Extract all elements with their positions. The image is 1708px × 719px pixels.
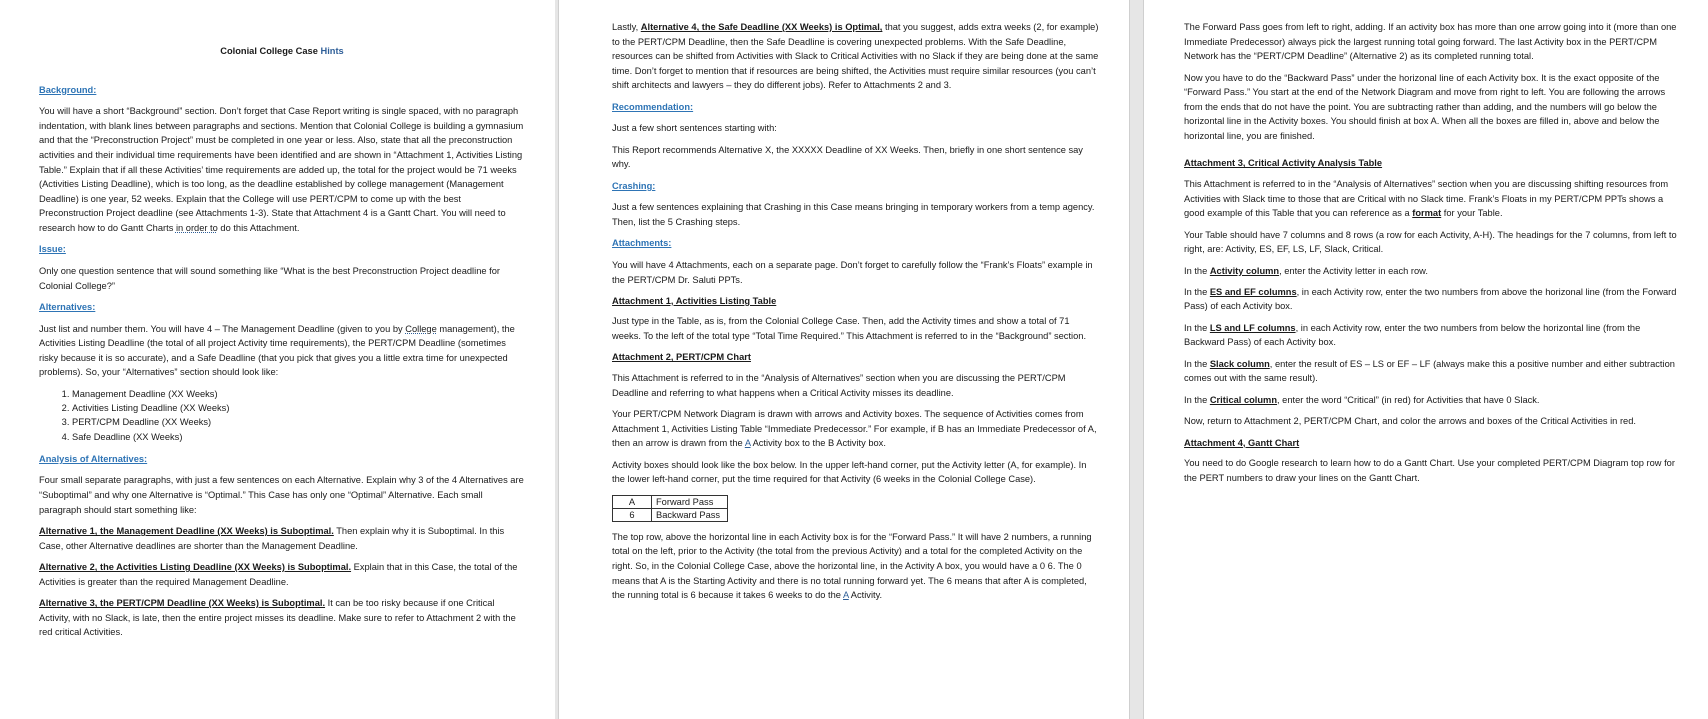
att2-text2-A: A: [744, 438, 751, 449]
lslf-col: LS and LF columns: [1209, 322, 1296, 333]
activity-pre: In the: [1184, 265, 1210, 276]
recommendation-heading: Recommendation:: [612, 101, 694, 112]
list-item: 1. Management Deadline (XX Weeks): [72, 387, 525, 401]
alt1-bold: Alternative 1, the Management Deadline (XX Weeks) is Suboptimal.: [39, 526, 334, 537]
attachment-3-paragraph-1: [1184, 177, 1678, 221]
table-row: [613, 508, 728, 521]
att3-p1b: for your Table.: [1441, 208, 1503, 219]
alt2-text: Explain that in this Case, the total of the Activities is greater than the required Management Deadline.: [39, 562, 518, 587]
crashing-heading: Crashing:: [612, 180, 656, 191]
attachment-3-paragraph-2: Your Table should have 7 columns and 8 rows (a row for each Activity, A-H). The headings for the 7 columns, from left to right, are: Activity, ES, EF, LS, LF, Slack, Critical.: [1184, 229, 1677, 255]
box-backward-cell: Backward Pass: [652, 508, 728, 521]
attachment-2-paragraph-3: Activity boxes should look like the box below. In the upper left-hand corner, put the Activity letter (A, for example). In the lower left-hand corner, put the time required for that Activity (6 weeks in the Colonial College Case).: [612, 459, 1087, 485]
alt2-paragraph: [39, 560, 525, 589]
alternatives-paragraph: [39, 322, 525, 380]
alt1-text: Then explain why it is Suboptimal. In this Case, other Alternative deadlines are shorter than the Management Deadline.: [39, 526, 505, 551]
issue-heading: Issue:: [39, 244, 66, 255]
att2-text2b: Activity box to the B Activity box.: [750, 438, 886, 449]
document-title: [39, 44, 525, 59]
title-accent: Hints: [320, 46, 344, 56]
activity-box-example: [612, 495, 728, 522]
issue-paragraph: Only one question sentence that will sound something like “What is the best Preconstruction Project deadline for Colonial College?”: [39, 265, 500, 291]
alternatives-text-b: management), the Activities Listing Deadline (the total of all project Activity time requirements), the PERT/CPM Deadline (sometimes risky because it is so accurate), and a Safe Deadline (that you pick that gives you a little extra time for unexpected problems). So, your “Alternatives” section should look like:: [39, 323, 515, 378]
critical-column-paragraph: [1184, 393, 1678, 408]
recommendation-paragraph-2: This Report recommends Alternative X, the XXXXX Deadline of XX Weeks. Then, briefly in one short sentence say why.: [612, 144, 1083, 170]
document-page-3: [1143, 0, 1708, 719]
attachment-3-heading: Attachment 3, Critical Activity Analysis Table: [1184, 158, 1383, 169]
alt4-bold: Alternative 4, the Safe Deadline (XX Weeks) is Optimal,: [640, 22, 883, 32]
activity-col: Activity column: [1209, 265, 1280, 276]
lslf-pre: In the: [1184, 322, 1210, 333]
background-heading: Background:: [39, 84, 97, 95]
attachment-1-paragraph: Just type in the Table, as is, from the Colonial College Case. Then, add the Activity times and show a total of 71 weeks. To the left of the total type “Total Time Required.” This Attachment is referred to in the “Background” section.: [612, 316, 1087, 342]
alt4-paragraph: [612, 20, 1099, 93]
forward-pass-paragraph: The Forward Pass goes from left to right, adding. If an activity box has more than one arrow going into it (more than one Immediate Predecessor) always pick the largest running total going forward. The last Activity box in the PERT/CPM Network has the “PERT/CPM Deadline” (Alternative 2) as its completed running total.: [1184, 22, 1677, 62]
attachments-heading: Attachments:: [612, 238, 672, 249]
esef-col: ES and EF columns: [1209, 286, 1297, 297]
background-squiggle: in order to: [175, 222, 218, 233]
analysis-paragraph: Four small separate paragraphs, with just a few sentences on each Alternative. Explain why 3 of the 4 Alternatives are “Suboptimal” and why one Alternative is “Optimal.” This Case has only one “Optimal” Alternative. Each small paragraph should start something like:: [39, 475, 524, 515]
att2-text2a: Your PERT/CPM Network Diagram is drawn with arrows and Activity boxes. The sequence of Activities comes from Attachment 1, Activities Listing Table “Immediate Predecessor.” For example, if B has an Immediate Predecessor of A, then an arrow is drawn from the: [612, 409, 1097, 449]
activity-post: , enter the Activity letter in each row.: [1279, 265, 1428, 276]
attachment-4-paragraph: You need to do Google research to learn how to do a Gantt Chart. Use your completed PERT/CPM Diagram top row for the PERT numbers to draw your lines on the Gantt Chart.: [1184, 458, 1675, 483]
alt3-paragraph: [39, 596, 525, 640]
attachment-1-heading: Attachment 1, Activities Listing Table: [612, 295, 777, 306]
backward-pass-paragraph: Now you have to do the “Backward Pass” under the horizonal line of each Activity box. It is the exact opposite of the “Forward Pass.” You start at the end of the Network Diagram and move from right to left. You are following the arrows from the ends that do not have the point. You are subtracting rather than adding, and the numbers will go below the horizontal line in the Activity boxes. You should finish at box A. When all the boxes are filled in, above and below the horizontal line, you are finished.: [1184, 72, 1666, 141]
lslf-column-paragraph: [1184, 321, 1678, 350]
alt1-paragraph: [39, 524, 525, 553]
alt4-text: that you suggest, adds extra weeks (2, for example) to the PERT/CPM Deadline, then the Safe Deadline is covering unexpected problems. With the Safe Deadline, resources can be shifted from Activities with Slack to Critical Activities with no Slack if they are being done at the same time. Don’t forget to mention that if resources are being shifted, the Activities must require similar resources (you can’t shift architects and lawyers – they do different jobs). Refer to Attachments 2 and 3.: [612, 22, 1099, 91]
background-end: do this Attachment.: [220, 222, 300, 233]
critical-post: , enter the word “Critical” (in red) for Activities that have 0 Slack.: [1277, 394, 1540, 405]
attachment-2-paragraph-4: [612, 530, 1099, 603]
box-forward-cell: Forward Pass: [652, 495, 728, 508]
analysis-heading: Analysis of Alternatives:: [39, 453, 148, 464]
list-item: 4. Safe Deadline (XX Weeks): [72, 430, 525, 444]
alternatives-heading: Alternatives:: [39, 301, 96, 312]
crashing-paragraph: Just a few sentences explaining that Crashing in this Case means bringing in temporary workers from a temp agency. Then, list the 5 Crashing steps.: [612, 202, 1095, 227]
alternatives-list: [39, 387, 525, 444]
lslf-post: , in each Activity row, enter the two numbers from below the horizontal line (from the Backward Pass) of each Activity box.: [1184, 322, 1641, 348]
slack-column-paragraph: [1184, 357, 1678, 386]
esef-pre: In the: [1184, 286, 1210, 297]
box-letter-cell: A: [613, 495, 652, 508]
recommendation-paragraph-1: Just a few short sentences starting with:: [612, 123, 777, 134]
esef-post: , in each Activity row, enter the two numbers from above the horizonal line (from the Forward Pass) of each Activity box.: [1184, 286, 1677, 312]
critical-pre: In the: [1184, 394, 1210, 405]
attachment-2-heading: Attachment 2, PERT/CPM Chart: [612, 352, 751, 363]
return-paragraph: Now, return to Attachment 2, PERT/CPM Chart, and color the arrows and boxes of the Critical Activities in red.: [1184, 416, 1636, 427]
alt3-text: It can be too risky because if one Critical Activity, with no Slack, is late, then the entire project misses its deadline. Make sure to refer to Attachment 2 with the red critical Activities.: [39, 598, 516, 638]
box-time-cell: 6: [613, 508, 652, 521]
alternatives-text-a: Just list and number them. You will have 4 – The Management Deadline (given to you by: [39, 323, 403, 334]
attachments-paragraph: You will have 4 Attachments, each on a separate page. Don’t forget to carefully follow the “Frank’s Floats” example in the PERT/CPM Dr. Saluti PPTs.: [612, 259, 1093, 285]
esef-column-paragraph: [1184, 285, 1678, 314]
document-page-2: [558, 0, 1130, 719]
critical-col: Critical column: [1209, 394, 1278, 405]
list-item: 3. PERT/CPM Deadline (XX Weeks): [72, 415, 525, 429]
table-row: [613, 495, 728, 508]
att3-format: format: [1412, 208, 1442, 219]
activity-column-paragraph: [1184, 264, 1678, 279]
slack-post: , enter the result of ES – LS or EF – LF (always make this a positive number and either subtraction comes out with the same result).: [1184, 358, 1675, 384]
document-page-1: [0, 0, 555, 719]
background-paragraph: [39, 104, 525, 235]
attachment-4-heading: Attachment 4, Gantt Chart: [1184, 437, 1300, 448]
att2-text4a: The top row, above the horizontal line in each Activity box is for the “Forward Pass.” It will have 2 numbers, a running total on the left, prior to the Activity (the total from the previous Activity) and a total for the completed Activity on the right. So, in the Colonial College Case, above the horizontal line, in the Activity A box, you would have a 0 6. The 0 means that A is the Starting Activity and there is no total running forward yet. The 6 means that after A is completed, the running total is 6 because it takes 6 weeks to do the: [612, 531, 1092, 601]
attachment-2-paragraph-1: This Attachment is referred to in the “Analysis of Alternatives” section when you are discussing the PERT/CPM Deadline and referring to what happens when a Critical Activity misses its deadline.: [612, 373, 1066, 398]
alt3-bold: Alternative 3, the PERT/CPM Deadline (XX Weeks) is Suboptimal.: [39, 598, 326, 608]
alternatives-college: College: [405, 323, 437, 334]
list-item: 2. Activities Listing Deadline (XX Weeks): [72, 401, 525, 415]
att2-text4b: Activity.: [848, 590, 883, 601]
background-text: You will have a short “Background” section. Don’t forget that Case Report writing is single spaced, with no paragraph indentation, with blank lines between paragraphs and sections. Mention that Colonial College is building a gymnasium and that the “Preconstruction Project” must be completed in one year or less. Also, state that all the preconstruction activities and their individual time requirements have been identified and are shown in “Attachment 1, Activities Listing Table.” Explain that if all these Activities’ time requirements are added up, the total for the project would be 71 weeks (Activities Listing Deadline), which is too long, as the deadline established by college management (Management Deadline) is one year, 52 weeks. Explain that the College will use PERT/CPM to come up with the best Preconstruction Project deadline (see Attachments 1-3). State that Attachment 4 is a Gantt Chart. You will need to research how to do Gantt Charts: [39, 106, 524, 233]
alt4-lead: Lastly,: [612, 22, 641, 32]
alt2-bold: Alternative 2, the Activities Listing Deadline (XX Weeks) is Suboptimal.: [39, 562, 352, 573]
title-main: Colonial College Case: [220, 46, 318, 56]
attachment-2-paragraph-2: [612, 407, 1099, 451]
att3-p1a: This Attachment is referred to in the “Analysis of Alternatives” section when you are discussing shifting resources from Activities with Slack time to those that are Critical with no Slack time. Frank’s Floats in my PERT/CPM PPTs shows a good example of this Table that you can reference as a: [1184, 178, 1669, 219]
att2-text4-A: A: [843, 590, 849, 601]
slack-pre: In the: [1184, 358, 1210, 369]
slack-col: Slack column: [1209, 358, 1270, 369]
